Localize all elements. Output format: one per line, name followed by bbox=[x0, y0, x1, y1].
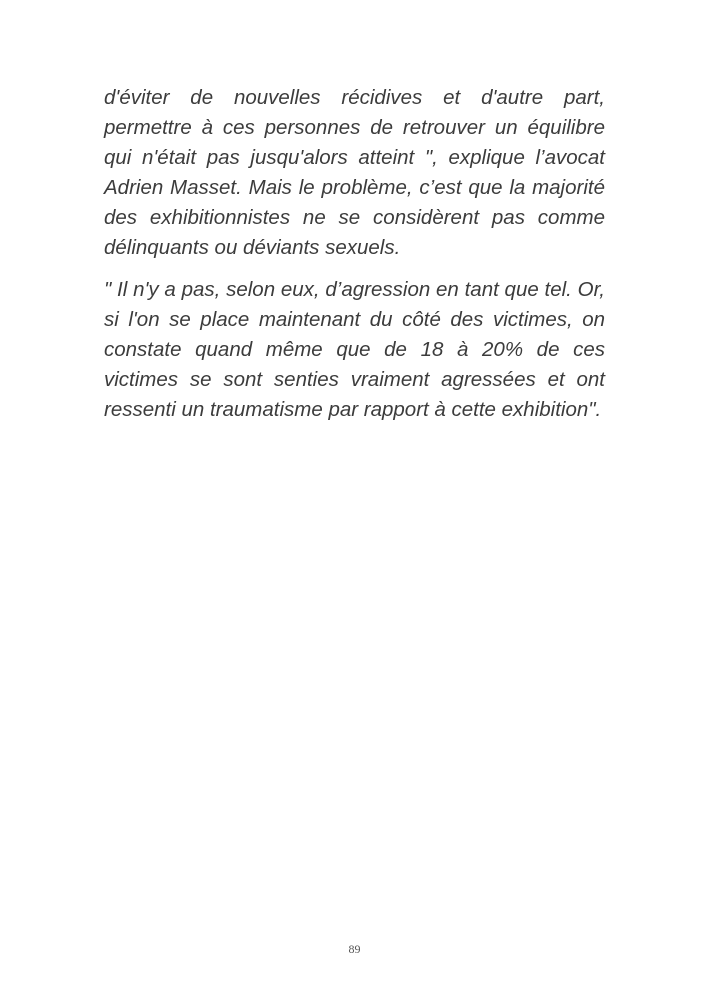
paragraph-2: " Il n'y a pas, selon eux, d’agression en tant que tel. Or, si l'on se place maintenant du côté des victimes, on constate quand même que de 18 à 20% de ces victimes se sont senties vraiment agressées et ont ressenti un traumatisme par rapport à cette exhibition". bbox=[104, 278, 605, 421]
paragraph-1: d'éviter de nouvelles récidives et d'autre part, permettre à ces personnes de retrouver un équilibre qui n'était pas jusqu'alors atteint ", explique l’avocat Adrien Masset. Mais le problème, c’est que la majorité des exhibitionnistes ne se considèrent pas comme délinquants ou déviants sexuels. bbox=[104, 86, 605, 259]
page-number: 89 bbox=[348, 942, 361, 956]
body-text bbox=[104, 83, 605, 437]
